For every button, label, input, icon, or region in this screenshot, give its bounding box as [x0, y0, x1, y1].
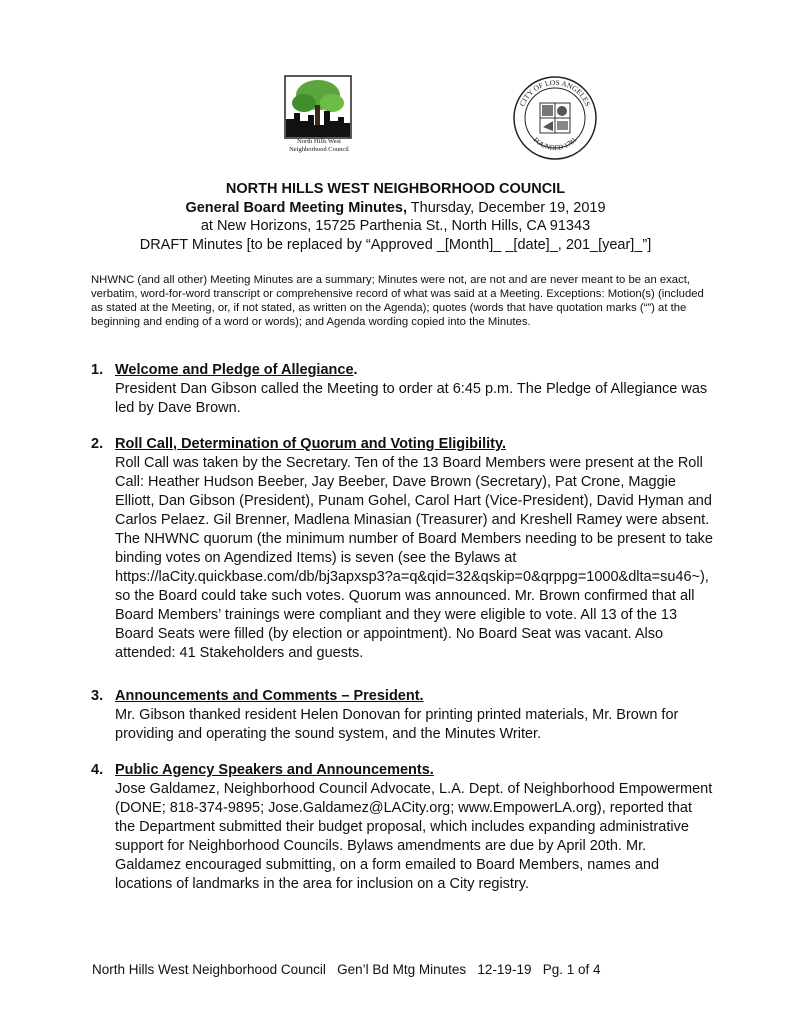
nhwnc-logo — [284, 75, 362, 161]
section-heading-suffix: . — [353, 362, 358, 378]
section-body: Roll Call was taken by the Secretary. Ten of the 13 Board Members were present at the Roll Call: Heather Hudson Beeber, Jay Beeber, Dave Brown (Secretary), Pat Crone, Maggie Elliott, Dan Gibson (President), Punam Gohel, Carol Hart (Vice-President), David Hyman and Carlos Pelaez. Gil Brenner, Madlena Minasian (Treasurer) and Kreshell Ramey were absent. The NHWNC quorum (the minimum number of Board Members needing to be present to take binding votes on Agendized Items) is seven (see the Bylaws at https://laCity.quickbase.com/db/bj3apxsp3?a=q&qid=32&qskip=0&qrppg=1000&dlta=su46~), so the Board could take such votes. Quorum was announced. Mr. Brown confirmed that all Board Members’ trainings were compliant and they were eligible to vote. All 13 of the 13 Board Seats were filled (by election or appointment). No Board Seat was vacant. Also attended: 41 Stakeholders and guests. — [115, 455, 713, 661]
svg-text:CITY OF LOS ANGELES — [518, 78, 593, 108]
seal-title-text: CITY OF LOS ANGELES — [517, 77, 593, 108]
section-heading: Roll Call, Determination of Quorum and Voting Eligibility. — [115, 436, 506, 452]
meeting-location: at New Horizons, 15725 Parthenia St., North Hills, CA 91343 — [200, 218, 591, 234]
section-number: 2. — [91, 436, 104, 452]
draft-notice: DRAFT Minutes [to be replaced by “Approved _[Month]_ _[date]_, 201_[year]_”] — [139, 236, 652, 253]
section-body: Mr. Gibson thanked resident Helen Donovan for printing printed materials, Mr. Brown for providing and operating the sound system, and the Minutes Writer. — [115, 707, 679, 742]
document-header — [60, 180, 731, 254]
seal-lettering — [512, 75, 598, 161]
section-body: Jose Galdamez, Neighborhood Council Advocate, L.A. Dept. of Neighborhood Empowerment (DONE; 818-374-9895; Jose.Galdamez@LACity.org; www.EmpowerLA.org), reported that the Department submitted their budget proposal, which includes expanding administrative support for Neighborhood Councils. Bylaws amendments are due by April 20th. Mr. Galdamez encouraged submitting, on a form emailed to Board Members, names and locations of landmarks in the area for inclusion on a City registry. — [115, 781, 713, 892]
section-heading: Welcome and Pledge of Allegiance — [115, 362, 354, 378]
section-welcome — [91, 361, 715, 418]
section-heading: Public Agency Speakers and Announcements. — [115, 762, 434, 778]
section-heading: Announcements and Comments – President. — [115, 688, 424, 704]
section-announcements — [91, 687, 715, 744]
section-roll-call — [91, 435, 715, 663]
section-number: 1. — [91, 362, 104, 378]
logo-text-line2: Neighborhood Council — [289, 146, 349, 153]
svg-text:FOUNDED 1781 — [532, 136, 579, 153]
section-number: 3. — [91, 688, 104, 704]
meeting-title — [60, 199, 731, 218]
meeting-date: Thursday, December 19, 2019 — [407, 199, 606, 216]
org-title: NORTH HILLS WEST NEIGHBORHOOD COUNCIL — [225, 181, 566, 197]
section-public-agency — [91, 761, 715, 894]
section-number: 4. — [91, 762, 104, 778]
meeting-type: General Board Meeting Minutes, — [185, 199, 408, 216]
seal-founded-text: FOUNDED 1781 — [531, 135, 579, 153]
page-footer: North Hills West Neighborhood Council Gen’l Bd Mtg Minutes 12-19-19 Pg. 1 of 4 — [92, 962, 601, 977]
section-body: President Dan Gibson called the Meeting to order at 6:45 p.m. The Pledge of Allegiance was led by Dave Brown. — [115, 381, 708, 416]
logo-text-line1: North Hills West — [297, 138, 341, 145]
city-seal-logo — [512, 75, 598, 161]
minutes-disclaimer: NHWNC (and all other) Meeting Minutes are a summary; Minutes were not, are not and are never meant to be an exact, verbatim, word-for-word transcript or comprehensive record of what was said at a Meeting. Exceptions: Motion(s) (included as stated at the Meeting, or, if not stated, as written on the Agenda); quotes (words that have quotation marks (“”) at the beginning and ending of a word or words); and Agenda wording copied into the Minutes. — [91, 274, 704, 328]
